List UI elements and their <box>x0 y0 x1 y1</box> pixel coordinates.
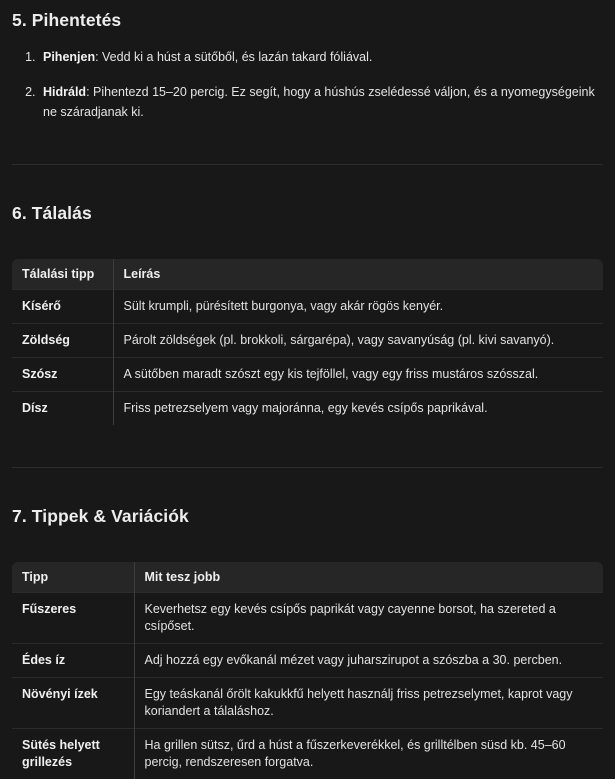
section-heading-tips: 7. Tippek & Variációk <box>12 506 603 527</box>
row-desc-cell: Adj hozzá egy evőkanál mézet vagy juharszirupot a szószba a 30. percben. <box>134 644 603 678</box>
serving-table <box>12 259 603 425</box>
resting-steps-list <box>21 47 603 122</box>
row-label-cell: Sütés helyett grillezés <box>12 729 134 779</box>
section-heading-resting: 5. Pihentetés <box>12 10 603 31</box>
list-item-label: Pihenjen <box>43 50 95 64</box>
row-label-cell: Kísérő <box>12 290 113 324</box>
list-item <box>39 47 603 67</box>
row-desc-cell: Friss petrezselyem vagy majoránna, egy kevés csípős paprikával. <box>113 392 603 426</box>
section-resting <box>12 10 603 122</box>
table-row <box>12 392 603 426</box>
list-item-label: Hidráld <box>43 85 86 99</box>
row-label-cell: Zöldség <box>12 324 113 358</box>
row-label-cell: Növényi ízek <box>12 678 134 729</box>
section-heading-serving: 6. Tálalás <box>12 203 603 224</box>
row-desc-cell: Párolt zöldségek (pl. brokkoli, sárgarépa), vagy savanyúság (pl. kivi savanyó). <box>113 324 603 358</box>
list-item <box>39 82 603 122</box>
table-row <box>12 324 603 358</box>
row-desc-cell: Sült krumpli, pürésített burgonya, vagy akár rögös kenyér. <box>113 290 603 324</box>
row-desc-cell: Egy teáskanál őrölt kakukkfű helyett használj friss petrezselymet, kaprot vagy koriandert a tálaláshoz. <box>134 678 603 729</box>
row-label-cell: Dísz <box>12 392 113 426</box>
table-row <box>12 358 603 392</box>
row-label-cell: Fűszeres <box>12 593 134 644</box>
list-item-text: : Vedd ki a húst a sütőből, és lazán takard fóliával. <box>95 50 372 64</box>
table-row <box>12 729 603 779</box>
column-header: Leírás <box>113 259 603 290</box>
tips-table <box>12 562 603 779</box>
column-header: Tálalási tipp <box>12 259 113 290</box>
section-serving <box>12 203 603 425</box>
column-header: Mit tesz jobb <box>134 562 603 593</box>
table-row <box>12 644 603 678</box>
section-divider <box>12 467 603 468</box>
row-desc-cell: A sütőben maradt szószt egy kis tejföllel, vagy egy friss mustáros szósszal. <box>113 358 603 392</box>
row-label-cell: Édes íz <box>12 644 134 678</box>
list-item-text: : Pihentezd 15–20 percig. Ez segít, hogy a húshús zselédessé váljon, és a nyomegységeink ne száradjanak ki. <box>43 85 595 119</box>
table-header-row <box>12 562 603 593</box>
section-tips <box>12 506 603 779</box>
table-header-row <box>12 259 603 290</box>
section-divider <box>12 164 603 165</box>
table-row <box>12 678 603 729</box>
column-header: Tipp <box>12 562 134 593</box>
table-row <box>12 290 603 324</box>
row-desc-cell: Ha grillen sütsz, űrd a húst a fűszerkeverékkel, és grilltélben süsd kb. 45–60 percig, rendszeresen forgatva. <box>134 729 603 779</box>
table-row <box>12 593 603 644</box>
row-label-cell: Szósz <box>12 358 113 392</box>
row-desc-cell: Keverhetsz egy kevés csípős paprikát vagy cayenne borsot, ha szereted a csípőset. <box>134 593 603 644</box>
